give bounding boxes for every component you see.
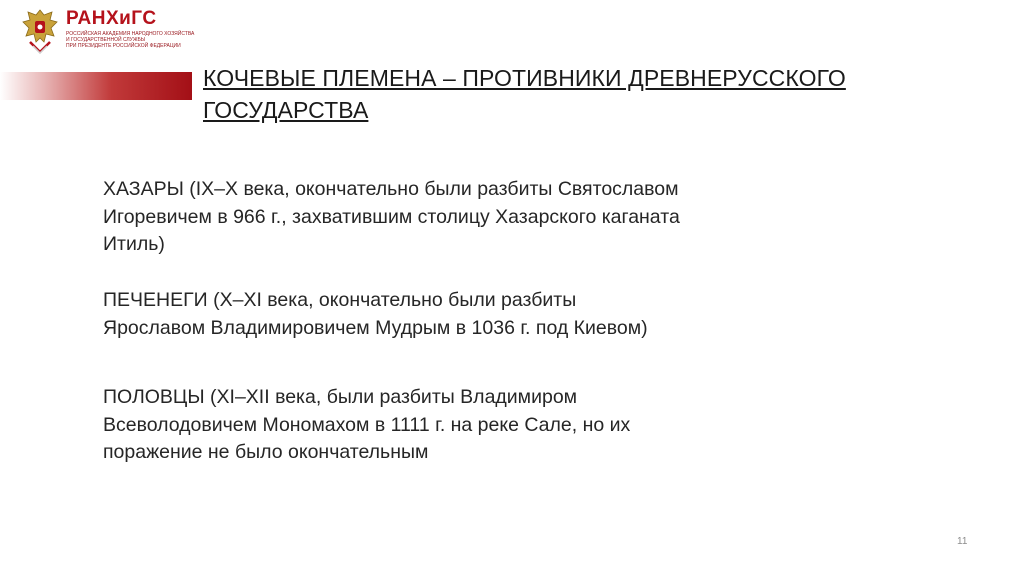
paragraph-line: ХАЗАРЫ (IX–X века, окончательно были разбиты Святославом	[103, 178, 679, 200]
paragraph-pechenegs	[103, 287, 648, 342]
slide-title-line-1: КОЧЕВЫЕ ПЛЕМЕНА – ПРОТИВНИКИ ДРЕВНЕРУССКОГО	[203, 65, 846, 91]
paragraph-line: Игоревичем в 966 г., захватившим столицу Хазарского каганата	[103, 205, 680, 228]
org-subtitle-line-1: РОССИЙСКАЯ АКАДЕМИЯ НАРОДНОГО ХОЗЯЙСТВА	[66, 31, 195, 37]
paragraph-line: ПЕЧЕНЕГИ (X–XI века, окончательно были разбиты	[103, 289, 577, 311]
paragraph-khazars	[103, 176, 680, 259]
paragraph-line: ПОЛОВЦЫ (XI–XII века, были разбиты Владимиром	[103, 386, 578, 408]
paragraph-line: поражение не было окончательным	[103, 441, 429, 463]
logo	[20, 6, 220, 54]
paragraph-line: Всеволодовичем Мономахом в 1111 г. на реке Сале, но их	[103, 413, 631, 436]
double-headed-eagle-emblem-icon	[20, 6, 60, 54]
org-subtitle-line-2: И ГОСУДАРСТВЕННОЙ СЛУЖБЫ	[66, 37, 146, 43]
paragraph-line: Ярославом Владимировичем Мудрым в 1036 г. под Киевом)	[103, 316, 648, 339]
title-accent-band	[0, 72, 192, 100]
slide-title	[203, 62, 943, 126]
paragraph-polovtsy	[103, 384, 630, 467]
slide-title-line-2: ГОСУДАРСТВА	[203, 97, 369, 123]
paragraph-line: Итиль)	[103, 233, 165, 255]
org-name: РАНХиГС	[66, 8, 157, 29]
page-number: 11	[957, 536, 968, 547]
org-subtitle-line-3: ПРИ ПРЕЗИДЕНТЕ РОССИЙСКОЙ ФЕДЕРАЦИИ	[66, 43, 181, 49]
